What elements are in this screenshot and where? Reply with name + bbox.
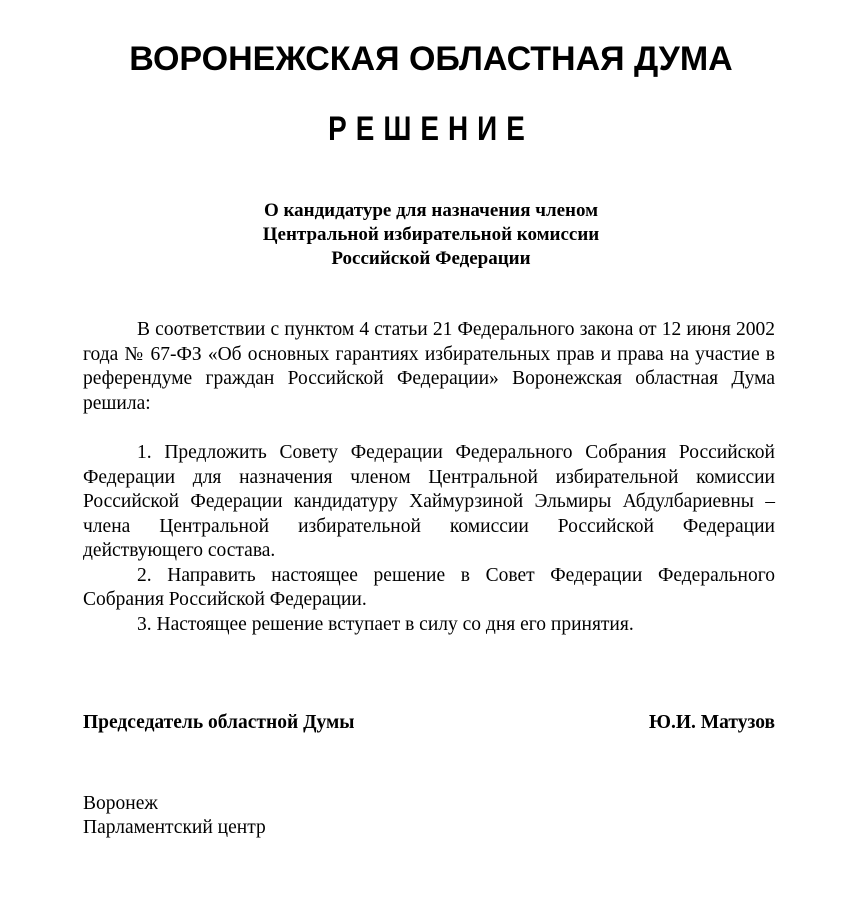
subject-line: Российской Федерации xyxy=(331,248,531,269)
signatory-name: Ю.И. Матузов xyxy=(649,712,775,733)
decision-item-3: 3. Настоящее решение вступает в силу со дня его принятия. xyxy=(137,613,634,635)
decision-item-2: 2. Направить настоящее решение в Совет Федерации Федерального Собрания Российской Федерации. xyxy=(83,564,775,610)
signatory-position: Председатель областной Думы xyxy=(83,712,355,733)
document-type-title: РЕШЕНИЕ xyxy=(328,110,534,148)
decision-subject xyxy=(0,199,862,271)
preamble-block xyxy=(83,318,775,416)
decision-items xyxy=(83,441,775,637)
footer-city: Воронеж xyxy=(83,793,158,814)
subject-line: Центральной избирательной комиссии xyxy=(262,224,600,245)
footer-place: Парламентский центр xyxy=(83,817,266,838)
decision-item-1: 1. Предложить Совету Федерации Федерального Собрания Российской Федерации для назначения членом Центральной избирательной комиссии Российской Федерации кандидатуру Хаймурзиной Эльмиры Абдулбариевны – члена Центральной избирательной комиссии Российской Федерации действующего состава. xyxy=(83,442,775,561)
organization-title: ВОРОНЕЖСКАЯ ОБЛАСТНАЯ ДУМА xyxy=(129,40,733,78)
preamble-paragraph: В соответствии с пунктом 4 статьи 21 Федерального закона от 12 июня 2002 года № 67-ФЗ «Об основных гарантиях избирательных прав и права на участие в референдуме граждан Российской Федерации» Воронежская областная Дума решила: xyxy=(83,319,775,414)
footer-location xyxy=(83,792,266,840)
subject-line: О кандидатуре для назначения членом xyxy=(263,200,599,221)
signature-block xyxy=(83,711,775,735)
